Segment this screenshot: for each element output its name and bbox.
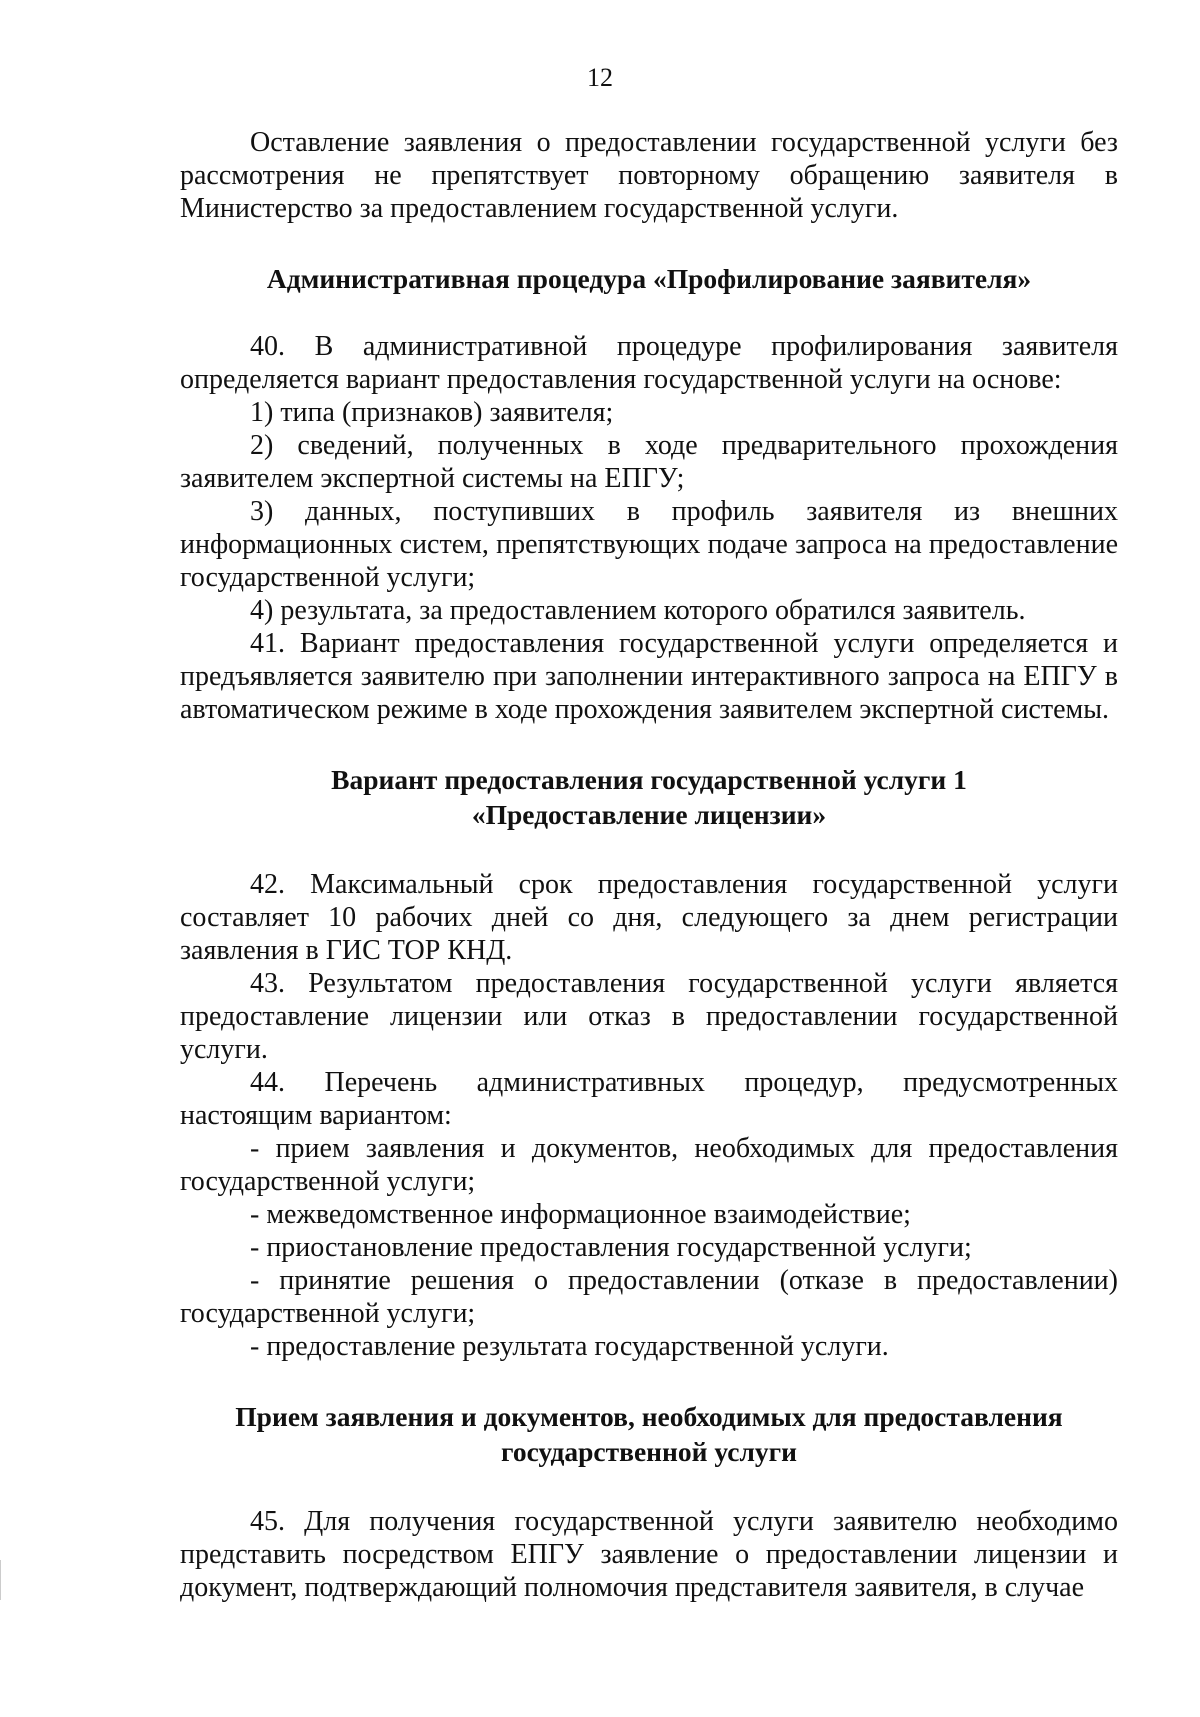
paragraph-43: 43. Результатом предоставления государственной услуги является предоставление лицензии или отказ в предоставлении государственной услуги. <box>180 968 1118 1065</box>
paragraph-40-item-2: 2) сведений, полученных в ходе предварительного прохождения заявителем экспертной системы на ЕПГУ; <box>180 430 1118 494</box>
heading-reception-line-1: Прием заявления и документов, необходимых для предоставления <box>235 1401 1063 1432</box>
paragraph-44-item-2: - межведомственное информационное взаимодействие; <box>250 1199 911 1230</box>
paragraph-44-item-1: - прием заявления и документов, необходимых для предоставления государственной услуги; <box>180 1133 1118 1197</box>
paragraph-40: 40. В административной процедуре профилирования заявителя определяется вариант предоставления государственной услуги на основе: <box>180 331 1118 395</box>
paragraph-44: 44. Перечень административных процедур, предусмотренных настоящим вариантом: <box>180 1067 1118 1131</box>
paragraph-42: 42. Максимальный срок предоставления государственной услуги составляет 10 рабочих дней со дня, следующего за днем регистрации заявления в ГИС ТОР КНД. <box>180 869 1118 966</box>
paragraph-44-item-4: - принятие решения о предоставлении (отказе в предоставлении) государственной услуги; <box>180 1265 1118 1329</box>
paragraph-41: 41. Вариант предоставления государственной услуги определяется и предъявляется заявителю при заполнении интерактивного запроса на ЕПГУ в автоматическом режиме в ходе прохождения заявителем экспертной системы. <box>180 628 1118 725</box>
paragraph-45: 45. Для получения государственной услуги заявителю необходимо представить посредством ЕПГУ заявление о предоставлении лицензии и документ, подтверждающий полномочия представителя заявителя, в случае <box>180 1506 1118 1603</box>
heading-variant <box>180 762 1118 832</box>
heading-reception <box>180 1399 1118 1469</box>
paragraph-40-item-4: 4) результата, за предоставлением которого обратился заявитель. <box>250 595 1026 626</box>
heading-variant-line-1: Вариант предоставления государственной услуги 1 <box>331 764 967 795</box>
heading-reception-line-2: государственной услуги <box>501 1436 797 1467</box>
page-number: 12 <box>587 63 613 92</box>
paragraph-intro: Оставление заявления о предоставлении государственной услуги без рассмотрения не препятствует повторному обращению заявителя в Министерство за предоставлением государственной услуги. <box>180 127 1118 224</box>
document-body <box>180 126 1118 1604</box>
scan-edge-mark <box>0 1560 1 1600</box>
paragraph-44-item-3: - приостановление предоставления государственной услуги; <box>250 1232 972 1263</box>
paragraph-40-item-1: 1) типа (признаков) заявителя; <box>250 397 614 428</box>
heading-profiling: Административная процедура «Профилирование заявителя» <box>266 263 1032 294</box>
paragraph-40-item-3: 3) данных, поступивших в профиль заявителя из внешних информационных систем, препятствующих подаче запроса на предоставление государственной услуги; <box>180 496 1118 593</box>
paragraph-44-item-5: - предоставление результата государственной услуги. <box>250 1331 889 1362</box>
heading-variant-line-2: «Предоставление лицензии» <box>471 799 827 830</box>
